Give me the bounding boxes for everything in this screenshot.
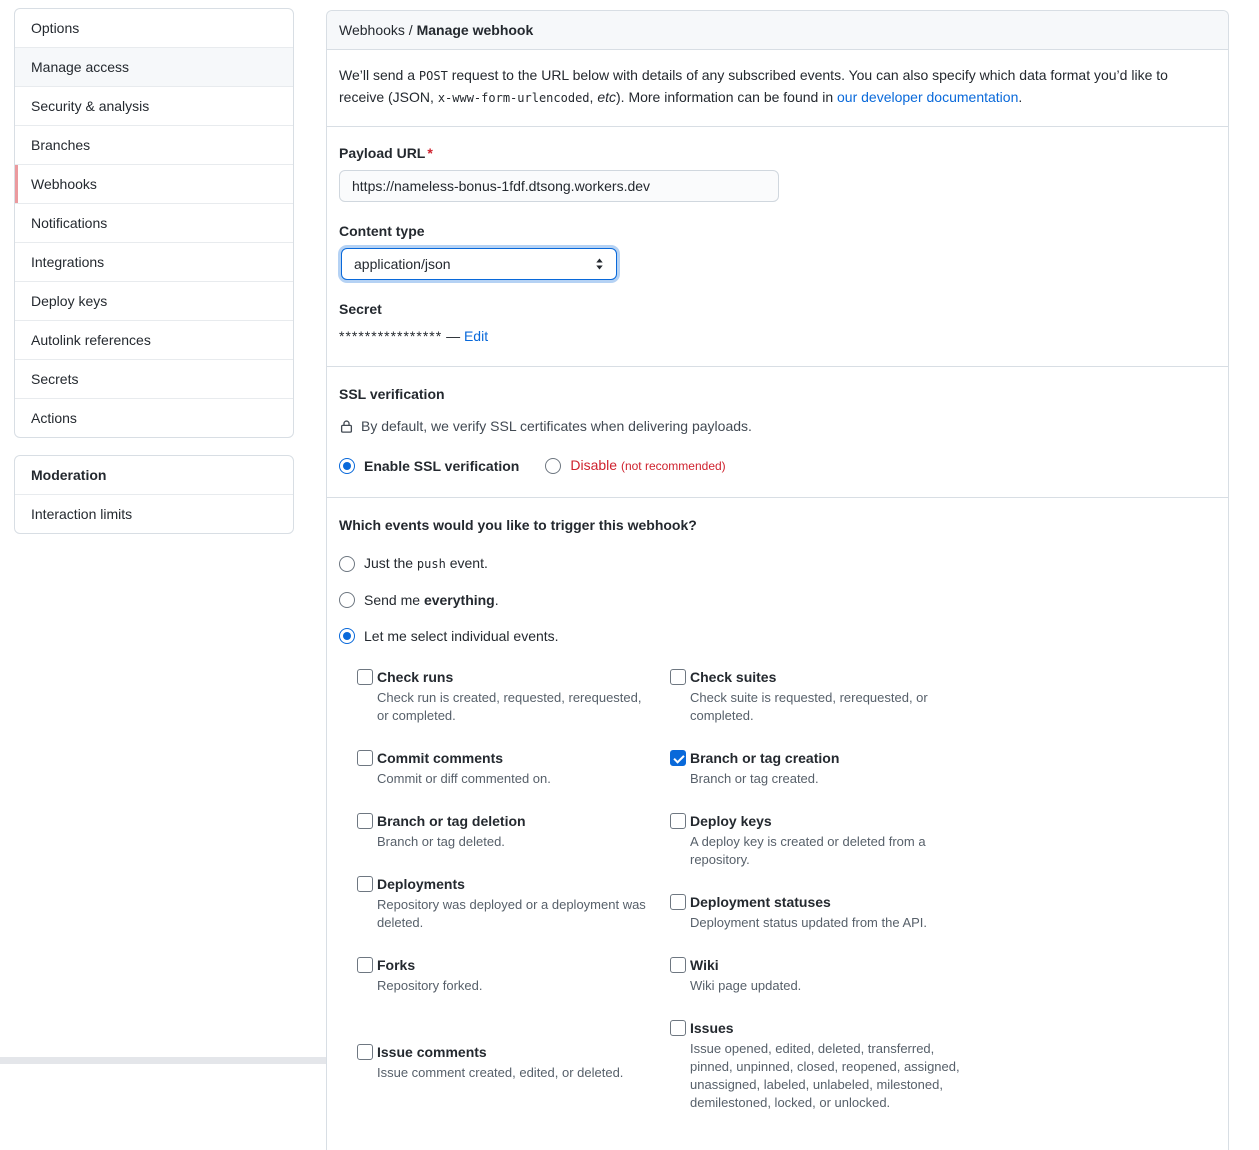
sidebar-item-integrations[interactable]: Integrations [15, 242, 293, 281]
breadcrumb-separator-glyph: / [408, 22, 413, 38]
payload-url-label [339, 143, 1216, 163]
just-push-label [364, 553, 488, 574]
option-text: event. [445, 555, 488, 571]
intro-text: . [1018, 89, 1023, 105]
select-arrows-icon [595, 258, 604, 270]
event-title: Issues [690, 1020, 734, 1036]
enable-ssl-radio[interactable] [339, 458, 355, 474]
intro-text: ). More information can be found in [616, 89, 838, 105]
event-title: Check runs [377, 669, 454, 685]
ssl-verification-section [327, 367, 1228, 498]
commit-comments-checkbox[interactable] [357, 750, 373, 766]
webhook-intro-text [327, 50, 1228, 127]
moderation-group-header: Moderation [31, 467, 107, 483]
events-section [327, 498, 1228, 1150]
branch-tag-creation-checkbox[interactable] [670, 750, 686, 766]
content-type-select[interactable] [341, 248, 617, 280]
sidebar-item-webhooks[interactable]: Webhooks [15, 164, 293, 203]
individual-events-label [364, 626, 559, 646]
settings-sidebar [14, 8, 294, 534]
event-title: Wiki [690, 957, 719, 973]
event-description: A deploy key is created or deleted from a repository. [690, 834, 926, 867]
event-title: Check suites [690, 669, 777, 685]
page-title: Manage webhook [416, 22, 534, 38]
option-text: Send me [364, 592, 424, 608]
sidebar-item-interaction-limits[interactable]: Interaction limits [15, 494, 293, 533]
event-title: Branch or tag deletion [377, 813, 526, 829]
manage-webhook-panel [326, 10, 1229, 1150]
secret-masked-value: **************** [339, 328, 443, 344]
event-description: Issue comment created, edited, or deleted. [377, 1065, 624, 1080]
disable-ssl-label [570, 455, 725, 476]
secret-edit-link[interactable]: Edit [463, 328, 489, 344]
event-issue-comments [357, 1043, 670, 1082]
sidebar-item-actions[interactable]: Actions [15, 398, 293, 437]
sidebar-item-branches[interactable]: Branches [15, 125, 293, 164]
intro-text: , [589, 89, 598, 105]
event-title: Forks [377, 957, 416, 973]
event-deploy-keys [670, 812, 983, 869]
branch-tag-deletion-checkbox[interactable] [357, 813, 373, 829]
secret-group [339, 299, 1216, 346]
option-text: . [494, 592, 499, 608]
intro-text: request to the URL below with details of any subscribed events. You can also specify which data format you’d like to receive (JSON, [339, 67, 1168, 105]
sidebar-item-manage-access[interactable]: Manage access [15, 47, 293, 86]
event-forks [357, 956, 670, 995]
sidebar-item-options[interactable]: Options [31, 20, 80, 36]
deployment-statuses-checkbox[interactable] [670, 894, 686, 910]
event-title: Branch or tag creation [690, 750, 840, 766]
secret-separator: — [446, 328, 461, 344]
event-title: Commit comments [377, 750, 504, 766]
everything-bold: everything [423, 592, 495, 608]
settings-nav-group [14, 8, 294, 438]
sidebar-item-security-analysis[interactable]: Security & analysis [15, 86, 293, 125]
content-type-label: Content type [339, 223, 425, 239]
event-option-everything [339, 590, 1216, 610]
wiki-checkbox[interactable] [670, 957, 686, 973]
individual-events-radio[interactable] [339, 628, 355, 644]
ssl-section-title: SSL verification [339, 386, 445, 402]
issues-checkbox[interactable] [670, 1020, 686, 1036]
event-check-runs [357, 668, 670, 725]
events-grid [357, 668, 1216, 1136]
event-description: Repository forked. [377, 978, 483, 993]
sidebar-item-notifications[interactable]: Notifications [15, 203, 293, 242]
event-deployment-statuses [670, 893, 983, 932]
disable-ssl-radio[interactable] [545, 458, 561, 474]
secret-row [339, 326, 1216, 346]
event-wiki [670, 956, 983, 995]
send-everything-radio[interactable] [339, 592, 355, 608]
event-description: Branch or tag created. [690, 771, 819, 786]
event-deployments [357, 875, 670, 932]
event-description: Commit or diff commented on. [377, 771, 551, 786]
deploy-keys-checkbox[interactable] [670, 813, 686, 829]
disable-ssl-note: (not recommended) [620, 459, 726, 473]
option-text: Just the [364, 555, 417, 571]
send-everything-label [364, 590, 499, 610]
event-description: Wiki page updated. [690, 978, 802, 993]
breadcrumb-webhooks-link[interactable]: Webhooks [339, 22, 405, 38]
enable-ssl-label: Enable SSL verification [364, 457, 520, 474]
event-title: Deployment statuses [690, 894, 831, 910]
payload-url-input[interactable] [339, 170, 779, 202]
intro-etc: etc [597, 89, 616, 105]
event-title: Deploy keys [690, 813, 772, 829]
event-branch-tag-creation [670, 749, 983, 788]
webhook-form-section [327, 127, 1228, 367]
event-check-suites [670, 668, 983, 725]
check-suites-checkbox[interactable] [670, 669, 686, 685]
lock-icon [339, 419, 354, 434]
sidebar-item-deploy-keys[interactable]: Deploy keys [15, 281, 293, 320]
ssl-note-row [339, 416, 1216, 436]
disable-ssl-label-text: Disable [570, 457, 618, 473]
event-title: Issue comments [377, 1044, 487, 1060]
event-issues [670, 1019, 983, 1112]
events-question: Which events would you like to trigger this webhook? [339, 517, 697, 533]
forks-checkbox[interactable] [357, 957, 373, 973]
breadcrumb [327, 11, 1228, 50]
secret-label: Secret [339, 301, 382, 317]
option-text: Let me select individual events. [364, 628, 559, 644]
sidebar-item-secrets[interactable]: Secrets [15, 359, 293, 398]
intro-text: We’ll send a [339, 67, 419, 83]
intro-code-post: POST [418, 69, 448, 83]
push-code: push [416, 557, 446, 571]
ssl-note-text: By default, we verify SSL certificates when delivering payloads. [361, 418, 752, 434]
event-description: Repository was deployed or a deployment was deleted. [377, 897, 646, 930]
payload-url-group [339, 143, 1216, 202]
required-asterisk: * [427, 145, 433, 161]
just-push-radio[interactable] [339, 556, 355, 572]
intro-code-urlencoded: x-www-form-urlencoded [437, 91, 590, 105]
developer-documentation-link[interactable]: our developer documentation [837, 89, 1019, 105]
event-title: Deployments [377, 876, 465, 892]
event-option-push [339, 553, 1216, 574]
events-column-left [357, 668, 670, 1136]
event-description: Deployment status updated from the API. [690, 915, 928, 930]
event-description: Check suite is requested, rerequested, or completed. [690, 690, 928, 723]
sidebar-item-autolink-references[interactable]: Autolink references [15, 320, 293, 359]
issue-comments-checkbox[interactable] [357, 1044, 373, 1060]
event-description: Branch or tag deleted. [377, 834, 505, 849]
content-type-group [339, 221, 1216, 280]
payload-url-label-text: Payload URL [339, 145, 426, 161]
event-commit-comments [357, 749, 670, 788]
ssl-radio-row [339, 455, 1216, 476]
event-branch-tag-deletion [357, 812, 670, 851]
events-column-right [670, 668, 983, 1136]
bottom-page-edge [0, 1057, 326, 1064]
check-runs-checkbox[interactable] [357, 669, 373, 685]
content-type-value: application/json [354, 256, 451, 272]
deployments-checkbox[interactable] [357, 876, 373, 892]
moderation-nav-group [14, 455, 294, 534]
event-description: Issue opened, edited, deleted, transferred, pinned, unpinned, closed, reopened, assigned, unassigned, labeled, unlabeled, milestoned, demilestoned, locked, or unlocked. [690, 1041, 960, 1110]
event-option-individual [339, 626, 1216, 646]
event-description: Check run is created, requested, rerequested, or completed. [377, 690, 642, 723]
